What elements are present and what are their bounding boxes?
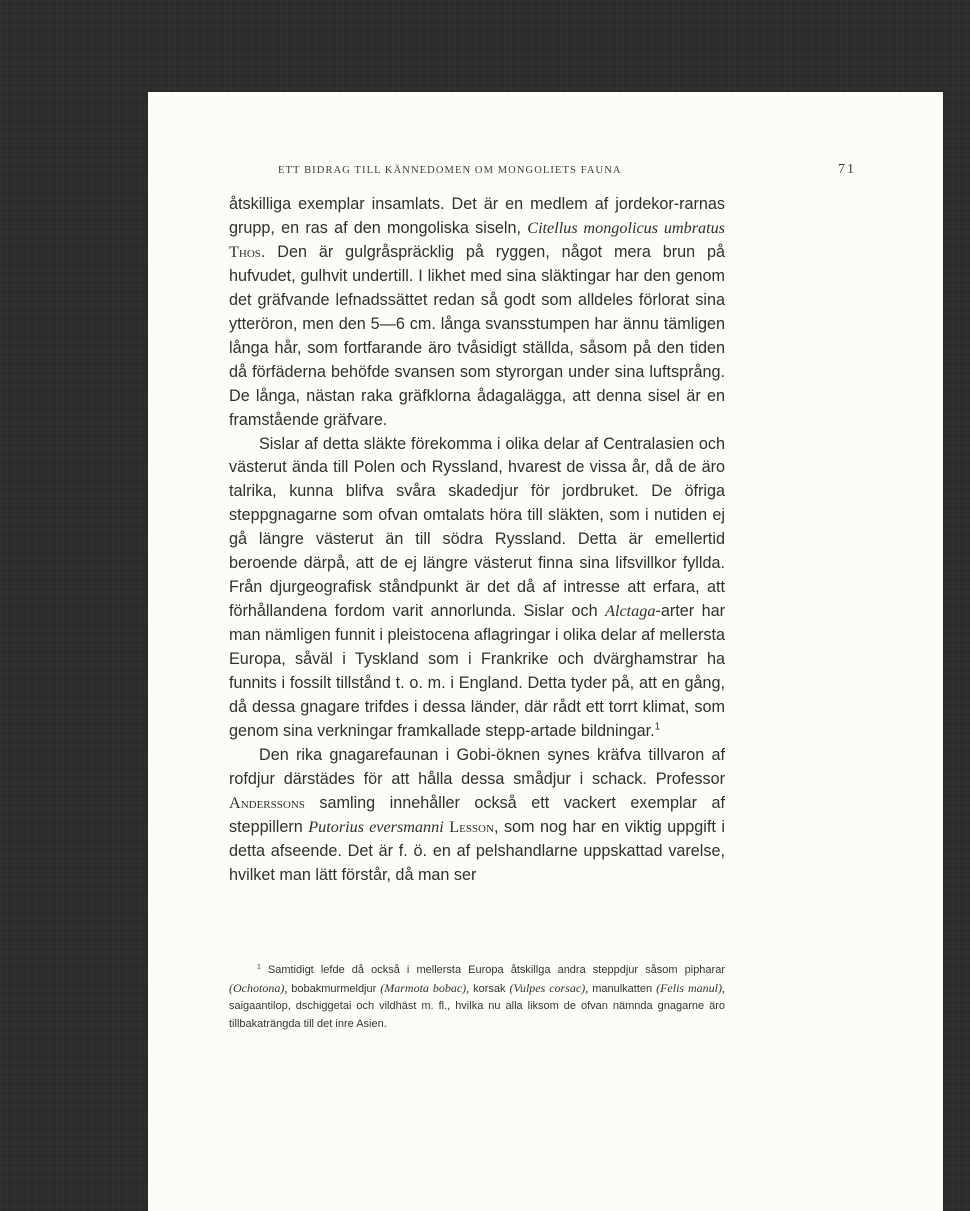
text-run: bobakmurmeldjur — [287, 982, 381, 995]
page-number: 71 — [838, 162, 856, 177]
text-run: -arter har man nämligen funnit i pleistocena aflagringar i olika delar af mellersta Europa, såväl i Tyskland som i Frankrike och dvärghamstrar ha funnits i fossilt tillstånd t. o. m. i England. Detta tyder på, att en gång, då dessa gnagare trifdes i dessa länder, där rådt ett torrt klimat, som genom sina verkningar framkallade stepp-artade bildningar. — [229, 602, 725, 740]
small-caps-name: Anderssons — [229, 793, 305, 812]
paragraph — [229, 193, 725, 433]
book-page — [148, 92, 943, 1211]
text-run: korsak — [469, 982, 510, 995]
italic-text: (Marmota bobac), — [380, 980, 470, 995]
italic-text: (Felis manul), — [656, 980, 725, 995]
running-header — [278, 163, 856, 183]
text-run: manulkatten — [588, 982, 657, 995]
paragraph — [229, 744, 725, 888]
text-run: saigaantilop, dschiggetai och vildhäst m. fl., hvilka nu alla liksom de ofvan nämnda gnagarne äro tillbakaträngda till det inre Asien. — [229, 1000, 725, 1030]
italic-text: Putorius eversmanni — [308, 817, 444, 836]
text-run: samling innehåller också ett vackert exemplar af steppillern — [229, 793, 725, 836]
text-run: , som nog har en viktig uppgift i detta afseende. Det är f. ö. en af pelshandlarne uppskattad varelse, hvilket man lätt förstår, då man ser — [229, 817, 725, 884]
footnote — [229, 962, 725, 1033]
text-run: Den rika gnagarefaunan i Gobi-öknen synes kräfva tillvaron af rofdjur därstädes för att hålla dessa smådjur i schack. Professor — [229, 745, 725, 788]
small-caps-name: Thos — [229, 242, 261, 261]
footnote-marker: 1 — [654, 721, 661, 733]
paragraph — [229, 433, 725, 744]
running-title: ETT BIDRAG TILL KÄNNEDOMEN OM MONGOLIETS FAUNA — [278, 165, 622, 176]
small-caps-name: Lesson — [449, 817, 494, 836]
text-run: åtskilliga exemplar insamlats. Det är en medlem af jordekor-rarnas grupp, en ras af den mongoliska siseln, — [229, 195, 725, 237]
body-text — [229, 193, 725, 888]
text-run: Samtidigt lefde då också i mellersta Europa åtskillga andra steppdjur såsom pipharar — [260, 964, 725, 976]
italic-text: (Ochotona), — [229, 980, 288, 995]
text-run: . Den är gulgråspräcklig på ryggen, något mera brun på hufvudet, gulhvit undertill. I likhet med sina släktingar har den genom det gräfvande lefnadssättet redan så godt som alldeles förlorat sina ytteröron, men den 5—6 cm. långa svansstumpen har ännu tämligen långa hår, som fortfarande äro tvåsidigt ställda, såsom på den tiden då förfäderna behöfde svansen som styrorgan under sina luftsprång. De långa, nästan raka gräfklorna ådagalägga, att denna sisel är en framstående gräfvare. — [229, 242, 725, 429]
italic-text: (Vulpes corsac), — [509, 980, 589, 995]
italic-text: Alctaga — [605, 602, 656, 621]
text-run: Sislar af detta släkte förekomma i olika delar af Centralasien och västerut ända till Polen och Ryssland, hvarest de vissa år, då de äro talrika, kunna blifva svåra skadedjur för jordbruket. De öfriga steppgnagarne som ofvan omtalats höra till släkten, som i nutiden ej gå längre västerut än till södra Ryssland. Detta är emellertid beroende därpå, att de ej längre västerut finna sina lifsvillkor fyllda. Från djurgeografisk ståndpunkt är det då af intresse att erfara, att förhållandena fordom varit annorlunda. Sislar och — [229, 434, 725, 621]
footnote-marker: 1 — [257, 963, 261, 971]
italic-text: Citellus mongolicus umbratus — [527, 218, 725, 237]
